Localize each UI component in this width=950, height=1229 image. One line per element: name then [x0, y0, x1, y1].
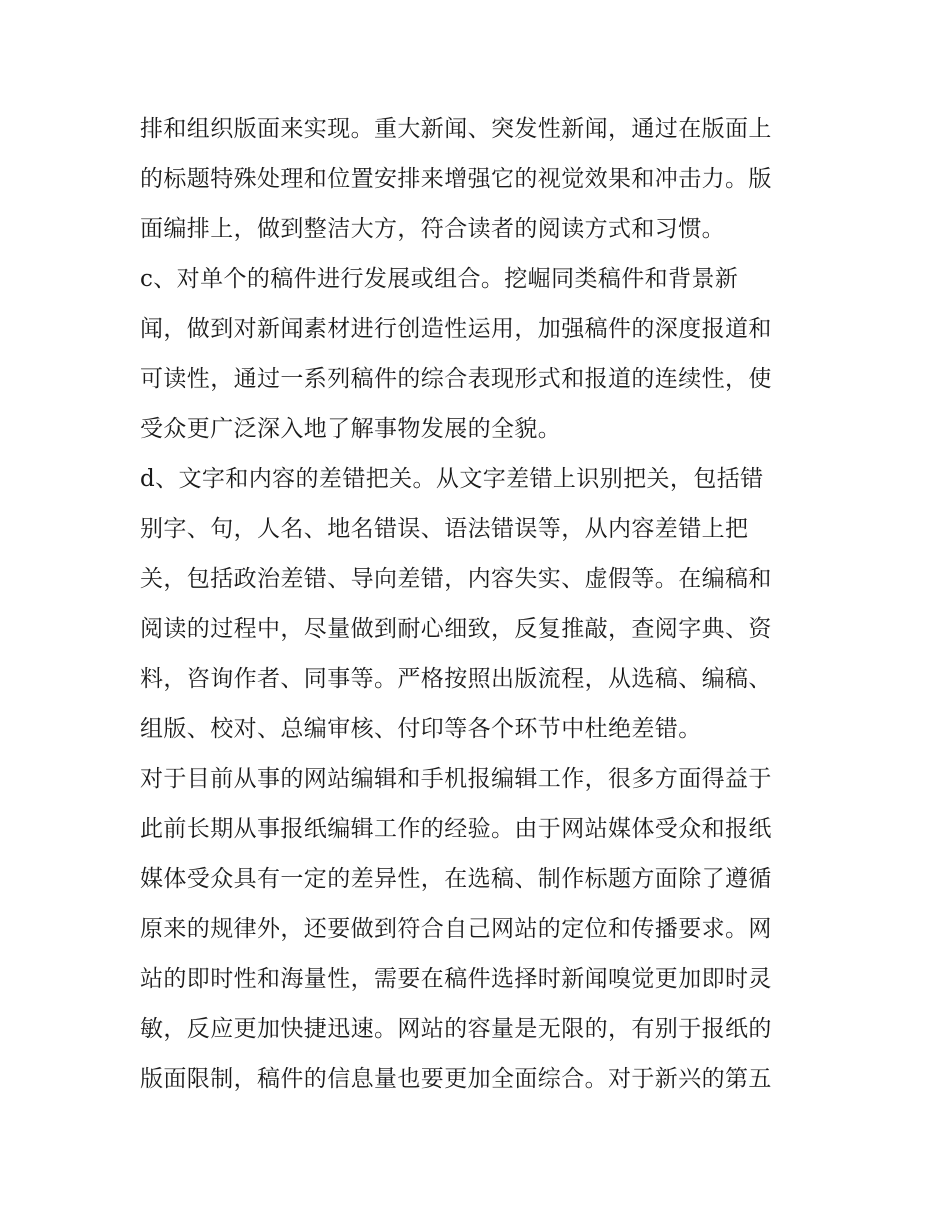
text-line: 版面限制，稿件的信息量也要更加全面综合。对于新兴的第五: [140, 1066, 772, 1092]
text-line: 闻，做到对新闻素材进行创造性运用，加强稿件的深度报道和: [140, 316, 772, 342]
text-line: 排和组织版面来实现。重大新闻、突发性新闻，通过在版面上: [140, 116, 772, 142]
text-line: 受众更广泛深入地了解事物发展的全貌。: [140, 416, 562, 442]
text-line: 料，咨询作者、同事等。严格按照出版流程，从选稿、编稿、: [140, 666, 772, 692]
text-line: d、文字和内容的差错把关。从文字差错上识别把关，包括错: [140, 466, 764, 492]
text-line: 组版、校对、总编审核、付印等各个环节中杜绝差错。: [140, 716, 702, 742]
text-line: 原来的规律外，还要做到符合自己网站的定位和传播要求。网: [140, 916, 772, 942]
body-text: [140, 104, 820, 1104]
text-line: 媒体受众具有一定的差异性，在选稿、制作标题方面除了遵循: [140, 866, 772, 892]
text-line: 站的即时性和海量性，需要在稿件选择时新闻嗅觉更加即时灵: [140, 966, 772, 992]
text-line: 的标题特殊处理和位置安排来增强它的视觉效果和冲击力。版: [140, 166, 772, 192]
text-line: 阅读的过程中，尽量做到耐心细致，反复推敲，查阅字典、资: [140, 616, 772, 642]
text-line: 此前长期从事报纸编辑工作的经验。由于网站媒体受众和报纸: [140, 816, 772, 842]
text-line: 别字、句，人名、地名错误、语法错误等，从内容差错上把: [140, 516, 749, 542]
text-line: 面编排上，做到整洁大方，符合读者的阅读方式和习惯。: [140, 216, 725, 242]
text-line: 敏，反应更加快捷迅速。网站的容量是无限的，有别于报纸的: [140, 1016, 772, 1042]
text-line: 关，包括政治差错、导向差错，内容失实、虚假等。在编稿和: [140, 566, 772, 592]
text-line: c、对单个的稿件进行发展或组合。挖崛同类稿件和背景新: [140, 266, 739, 292]
text-line: 对于目前从事的网站编辑和手机报编辑工作，很多方面得益于: [140, 766, 772, 792]
text-line: 可读性，通过一系列稿件的综合表现形式和报道的连续性，使: [140, 366, 772, 392]
